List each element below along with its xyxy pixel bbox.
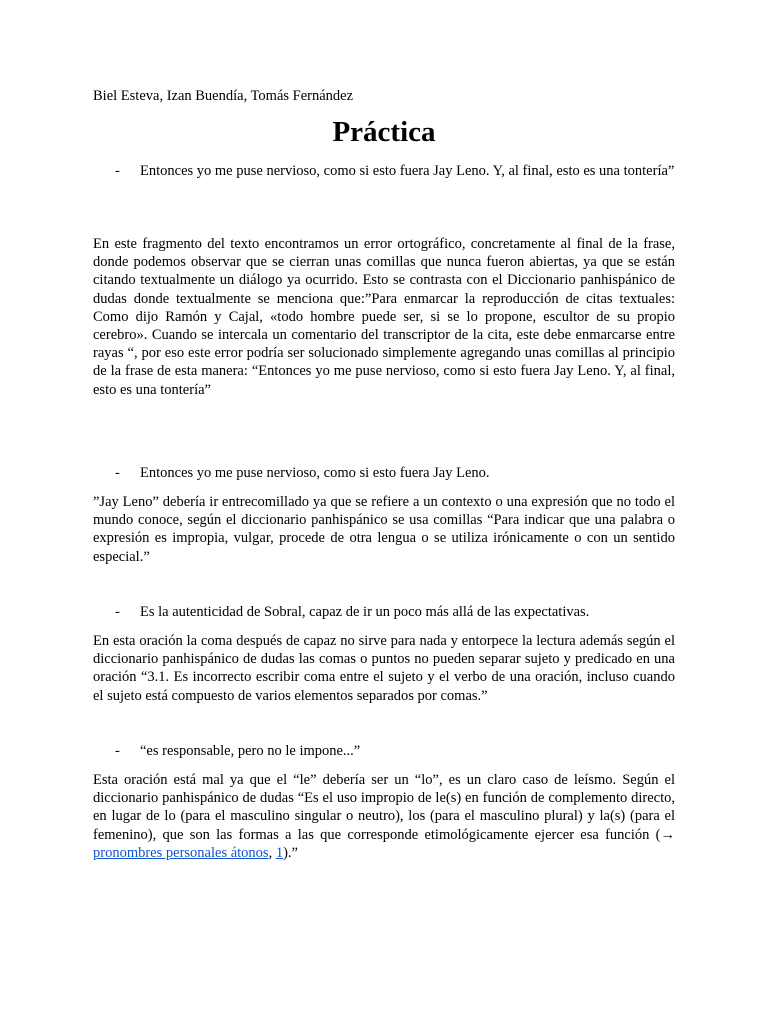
paragraph-4-sep: ,	[268, 844, 276, 861]
link-pronombres-personales-atonos[interactable]: pronombres personales átonos	[93, 844, 269, 861]
paragraph-1: En este fragmento del texto encontramos un error ortográfico, concretamente al final de la frase, donde podemos observar que se cierran unas comillas que nunca fueron abiertas, ya que se están citando textualmente un diálogo ya ocurrido. Esto se contrasta con el Diccionario panhispánico de dudas donde textualmente se menciona que:”Para enmarcar la reproducción de citas textuales: Como dijo Ramón y Cajal, «todo hombre puede ser, si se lo propone, escultor de su propio cerebro». Cuando se intercala un comentario del transcriptor de la cita, este debe enmarcarse entre rayas “, por eso este error podría ser solucionado simplemente agregando unas comillas al principio de la frase de esta manera: “Entonces yo me puse nervioso, como si esto fuera Jay Leno. Y, al final, esto es una tontería”	[93, 236, 675, 398]
authors-line: Biel Esteva, Izan Buendía, Tomás Fernández	[93, 88, 354, 104]
bullet-dash: -	[115, 604, 120, 620]
page-title: Práctica	[332, 116, 436, 148]
bullet-text-3: Es la autenticidad de Sobral, capaz de ir un poco más allá de las expectativas.	[140, 604, 590, 620]
bullet-dash: -	[115, 743, 120, 759]
paragraph-4-text: Esta oración está mal ya que el “le” debería ser un “lo”, es un claro caso de leísmo. Según el diccionario panhispánico de dudas “Es el uso impropio de le(s) en función de complemento directo, en lugar de lo (para el masculino singular o neutro), los (para el masculino plural) y la(s) (para el femenino), que son las formas a las que corresponde etimológicamente ejercer esa función (→	[93, 772, 675, 843]
paragraph-2: ”Jay Leno” debería ir entrecomillado ya que se refiere a un contexto o una expresión que no todo el mundo conoce, según el diccionario panhispánico se usa comillas “Para indicar que una palabra o expresión es impropia, vulgar, procede de otra lengua o se utiliza irónicamente o con un sentido especial.”	[93, 494, 675, 565]
paragraph-3: En esta oración la coma después de capaz no sirve para nada y entorpece la lectura además según el diccionario panhispánico de dudas las comas o puntos no pueden separar sujeto y predicado en una oración “3.1. Es incorrecto escribir coma entre el sujeto y el verbo de una oración, incluso cuando el sujeto está compuesto de varios elementos separados por comas.”	[93, 633, 675, 704]
bullet-dash: -	[115, 465, 120, 481]
paragraph-4-end: ).”	[283, 844, 298, 861]
link-section-number[interactable]: 1	[275, 844, 284, 861]
bullet-item-2	[115, 464, 675, 483]
paragraph-4	[93, 771, 675, 862]
bullet-text-4: “es responsable, pero no le impone...”	[140, 743, 361, 759]
bullet-item-1	[115, 162, 675, 181]
bullet-text-1: Entonces yo me puse nervioso, como si esto fuera Jay Leno. Y, al final, esto es una tontería”	[140, 163, 675, 179]
bullet-dash: -	[115, 163, 120, 179]
bullet-text-2: Entonces yo me puse nervioso, como si esto fuera Jay Leno.	[140, 465, 490, 481]
bullet-item-4	[115, 742, 675, 761]
bullet-item-3	[115, 603, 675, 622]
